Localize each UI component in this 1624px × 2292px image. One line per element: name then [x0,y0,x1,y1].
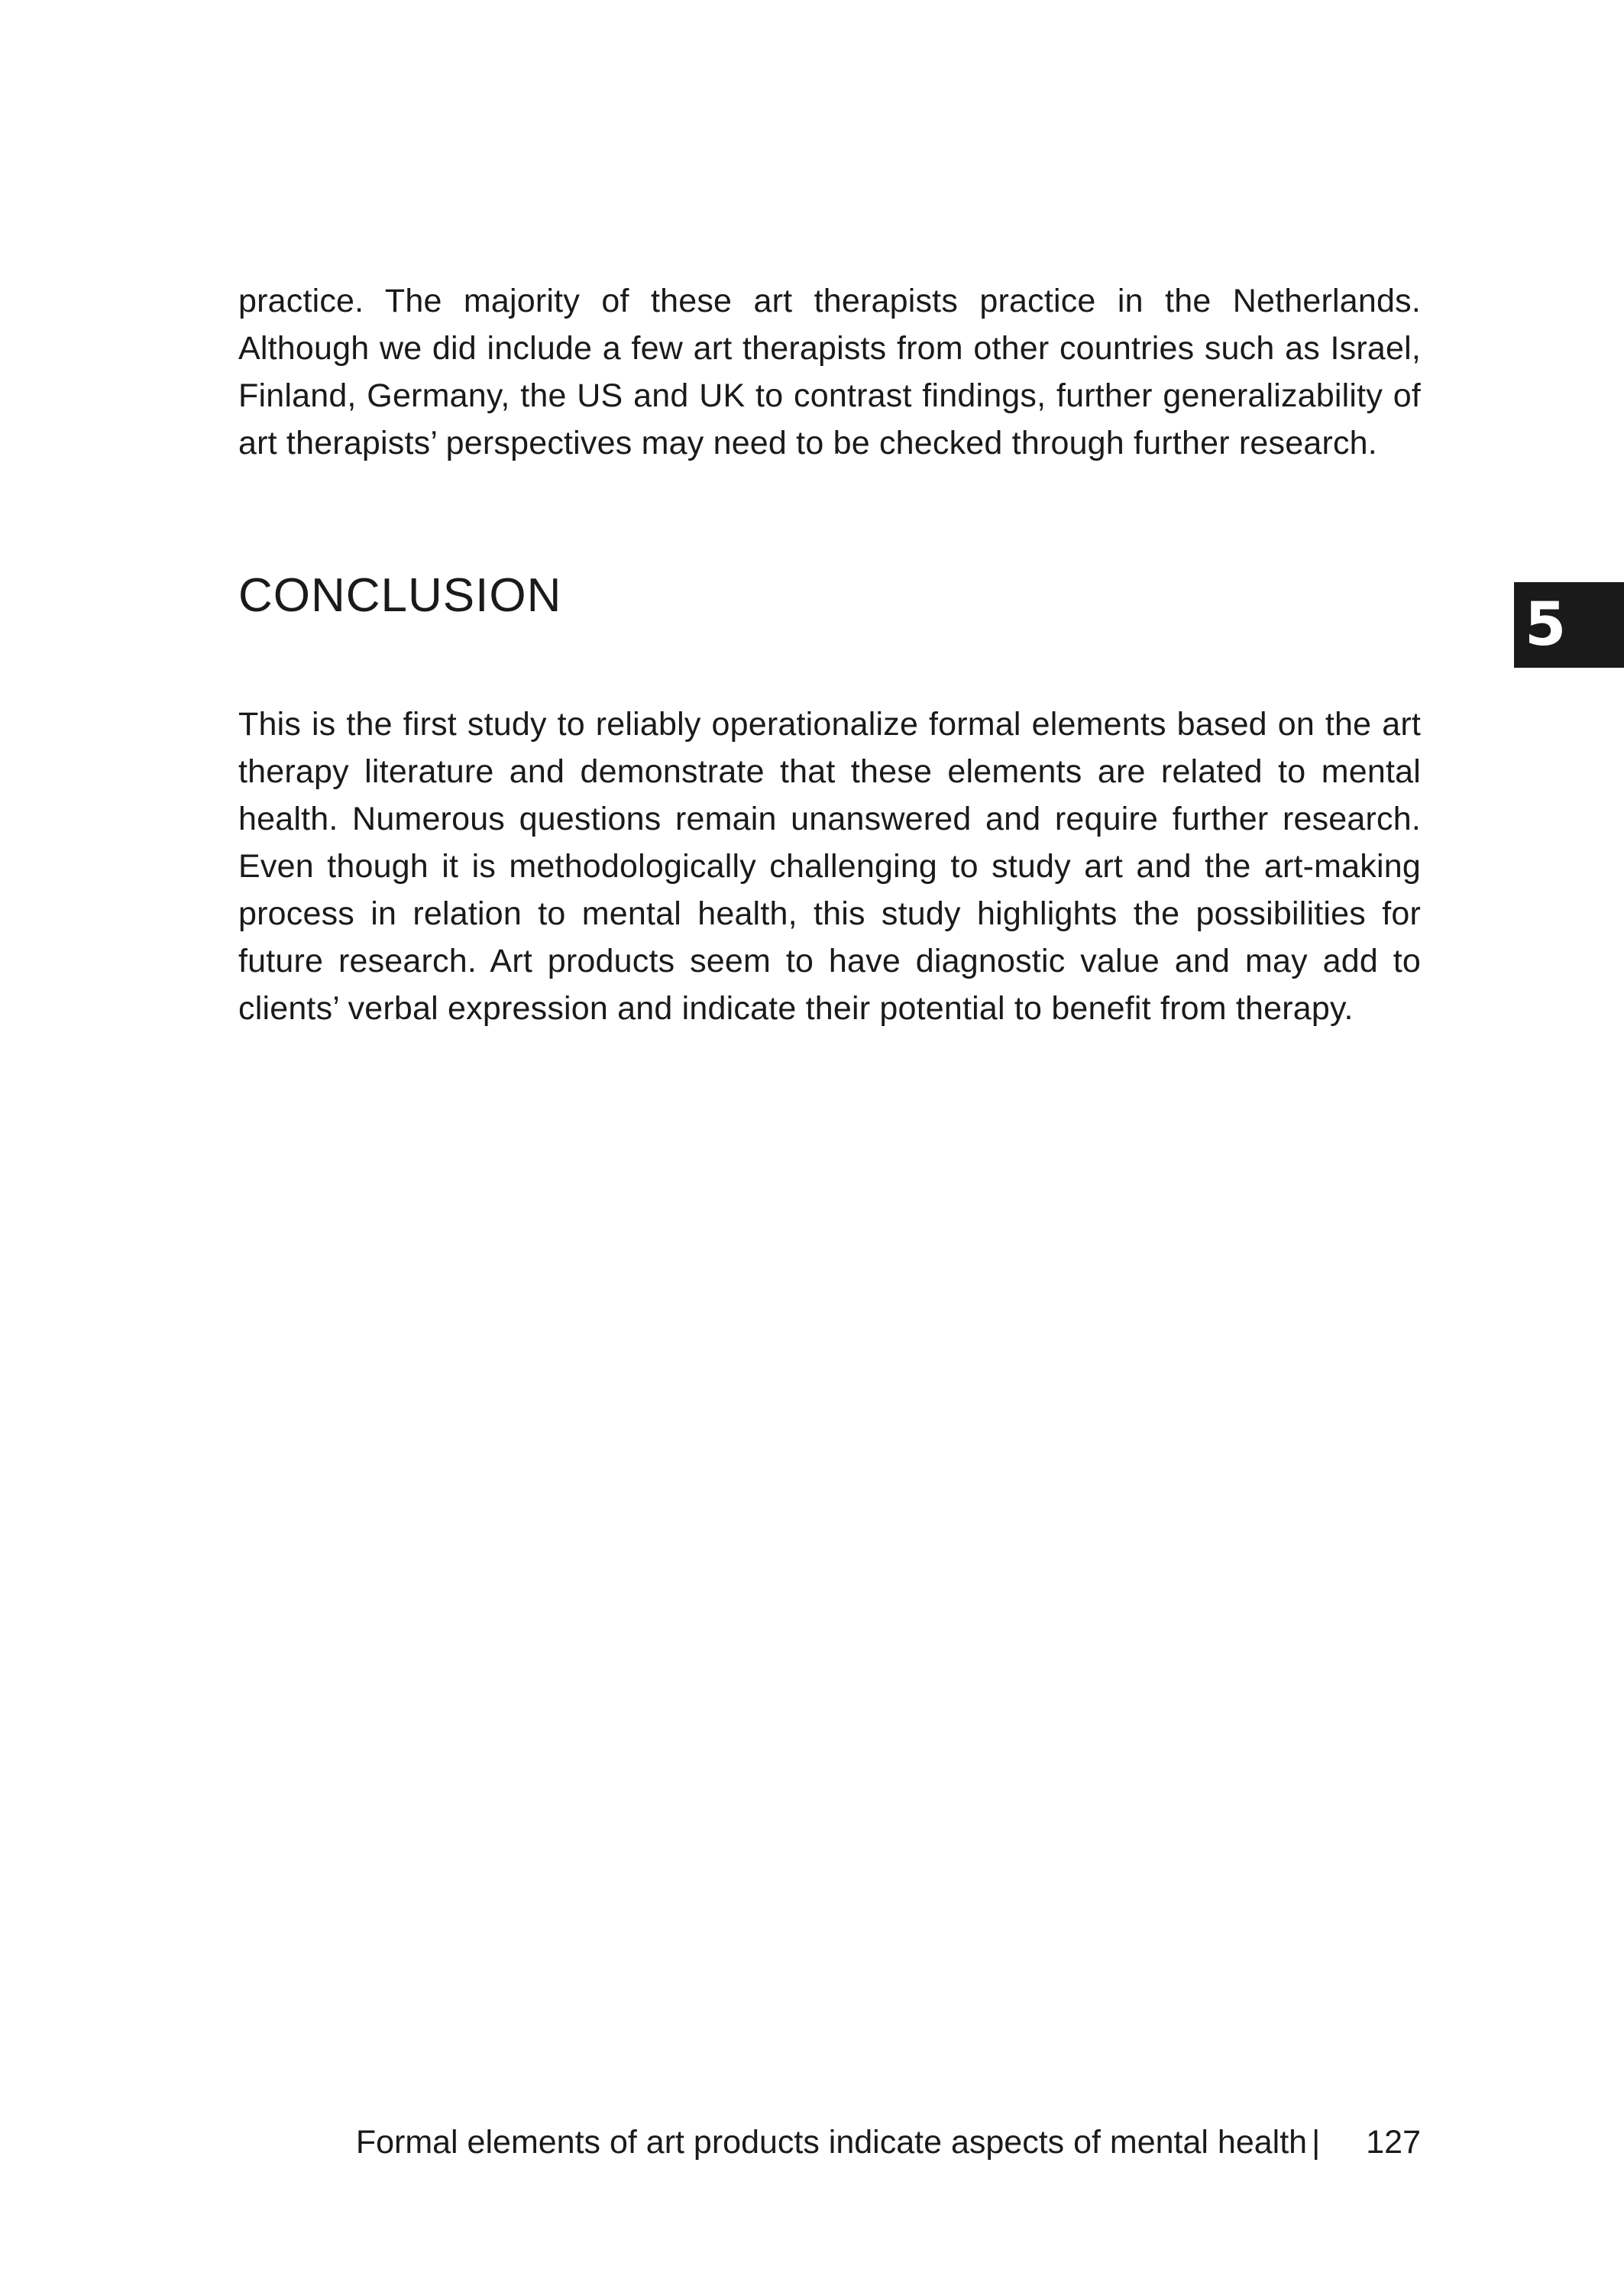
running-footer [238,2119,1421,2165]
footer-separator: | [1312,2124,1321,2161]
chapter-number-tab: 5 [1514,582,1624,668]
body-paragraph-continued: practice. The majority of these art therapists practice in the Netherlands. Although we did include a few art therapists from other countries such as Israel, Finland, Germany, the US and UK to contrast findings, further generalizability of art therapists’ perspectives may need to be checked through further research. [238,283,1421,461]
section-heading-conclusion: CONCLUSION [238,569,562,622]
page-number: 127 [1366,2124,1421,2161]
body-paragraph-conclusion: This is the first study to reliably operationalize formal elements based on the art therapy literature and demonstrate that these elements are related to mental health. Numerous questions remain unanswered and require further research. Even though it is methodologically challenging to study art and the art-making process in relation to mental health, this study highlights the possibilities for future research. Art products seem to have diagnostic value and may add to clients’ verbal expression and indicate their potential to benefit from therapy. [238,706,1421,1027]
footer-running-title: Formal elements of art products indicate aspects of mental health [355,2124,1308,2161]
